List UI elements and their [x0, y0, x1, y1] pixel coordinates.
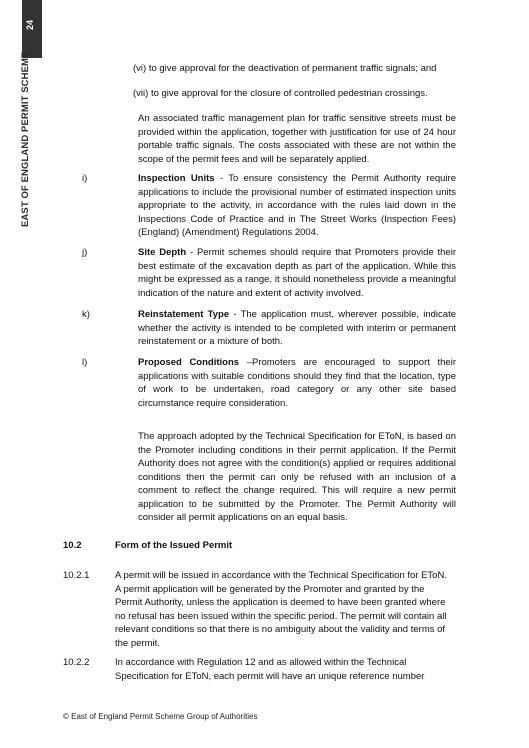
- subsection-number: 10.2.2: [63, 657, 90, 668]
- section-title: Form of the Issued Permit: [115, 540, 233, 551]
- item-vi: (vi) to give approval for the deactivation of permanent traffic signals; and: [133, 63, 437, 74]
- item-j-label: j): [82, 247, 88, 258]
- item-j-heading: Site Depth: [138, 247, 187, 258]
- approach-paragraph: The approach adopted by the Technical Specification for EToN, is based on the Promoter including conditions in their permit application. If the Permit Authority does not agree with the condition(s) applied or requires additional conditions then the permit can only be refused with an inclusion of a comment to reflect the change required. This will require a new permit application to be submitted by the Promoter. The Permit Authority will consider all permit applications on an equal basis.: [138, 431, 456, 523]
- subsection-text: A permit will be issued in accordance with the Technical Specification for EToN. A permit application will be generated by the Promoter and granted by the Permit Authority, unless the application is deemed to have been granted where no refusal has been issued within the specific period. The permit will contain all relevant conditions so that there is no ambiguity about the validity and terms of the permit.: [115, 570, 447, 649]
- page-number-tab: [22, 0, 42, 58]
- subsection-number: 10.2.1: [63, 570, 90, 581]
- section-number: 10.2: [63, 540, 82, 551]
- traffic-management-paragraph: An associated traffic management plan for traffic sensitive streets must be provided within the application, together with justification for use of 24 hour portable traffic signals. The costs associated with these are not within the scope of the permit fees and will be separately applied.: [138, 113, 456, 165]
- footer-copyright: © East of England Permit Scheme Group of Authorities: [63, 712, 258, 721]
- item-k-label: k): [82, 309, 90, 320]
- item-i-label: i): [82, 173, 88, 184]
- item-k-heading: Reinstatement Type: [138, 309, 230, 320]
- item-i-text: Inspection Units - To ensure consistency the Permit Authority require applications to include the provisional number of estimated inspection units appropriate to the activity, in accordance with the rules laid down in the Inspections Code of Practice and in The Street Works (Inspection Fees) (England) (Amendment) Regulations 2004.: [138, 173, 456, 238]
- item-j-text: Site Depth - Permit schemes should require that Promoters provide their best estimate of the excavation depth as part of the application. While this might be expressed as a range, it should nonetheless provide a meaningful indication of the nature and extent of activity involved.: [138, 247, 456, 299]
- item-k-text: Reinstatement Type - The application must, wherever possible, indicate whether the activity is intended to be completed with interim or permanent reinstatement or a mixture of both.: [138, 309, 456, 347]
- item-l-heading: Proposed Conditions: [138, 357, 240, 368]
- item-vii: (vii) to give approval for the closure of controlled pedestrian crossings.: [133, 88, 428, 99]
- subsection-text: In accordance with Regulation 12 and as allowed within the Technical Specification for EToN, each permit will have an unique reference number: [115, 657, 425, 682]
- item-l-label: l): [82, 357, 88, 368]
- item-i-heading: Inspection Units: [138, 173, 215, 184]
- side-title: EAST OF ENGLAND PERMIT SCHEME: [20, 51, 31, 227]
- page-number: 24: [25, 19, 35, 30]
- item-l-text: Proposed Conditions –Promoters are encouraged to support their applications with suitable conditions should they find that the location, type of work to be undertaken, road category or any other site based circumstance require consideration.: [138, 357, 456, 409]
